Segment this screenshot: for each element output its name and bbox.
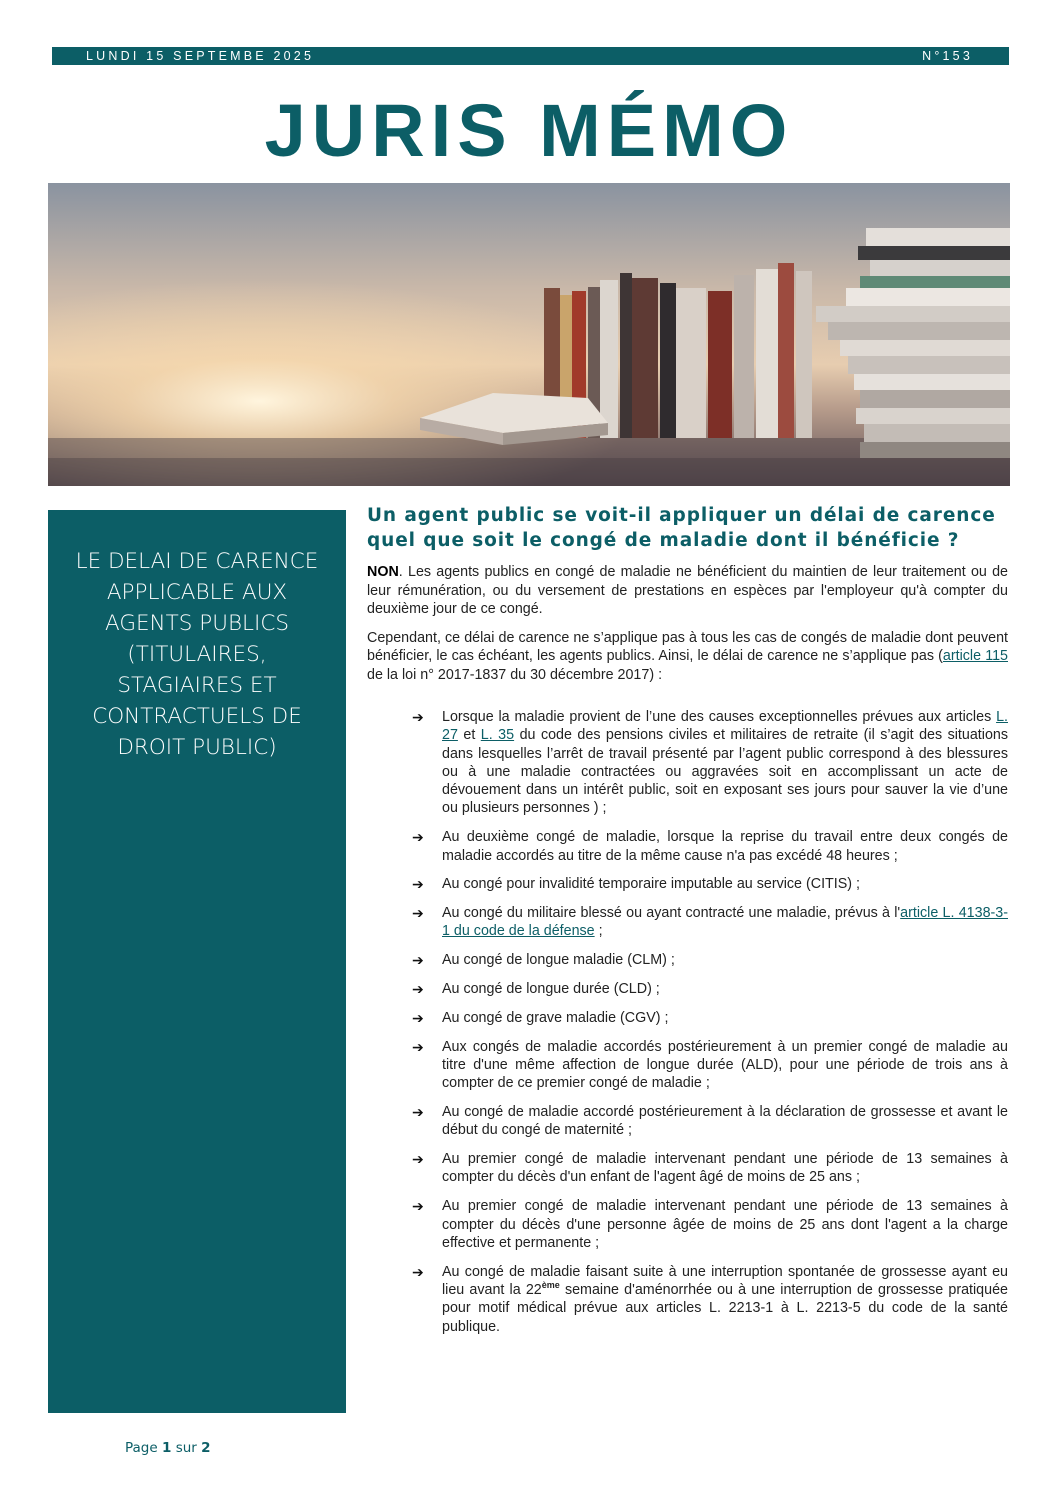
page-label: Page: [125, 1440, 158, 1456]
issue-number: N°153: [922, 49, 973, 63]
right-arrow-icon: ➔: [412, 981, 424, 998]
right-arrow-icon: ➔: [412, 709, 424, 725]
list-item: ➔ Au congé de longue maladie (CLM) ;: [412, 952, 675, 969]
link-article-115[interactable]: article 115: [942, 648, 1008, 664]
right-arrow-icon: ➔: [412, 1038, 424, 1055]
list-item: ➔ Au premier congé de maladie intervenant pendant une période de 13 semaines à compter du décès d'un enfant de l'agent âgé de moins de 25 ans ;: [412, 1151, 1008, 1186]
top-bar: [52, 47, 1009, 65]
paragraph-1: [367, 563, 1008, 619]
hero-image-books: [48, 183, 1010, 486]
right-arrow-icon: ➔: [412, 952, 424, 969]
right-arrow-icon: ➔: [412, 1151, 424, 1168]
article: [367, 503, 1008, 1346]
list-item: ➔ Au congé de grave maladie (CGV) ;: [412, 1009, 669, 1026]
list-item: ➔ Au congé pour invalidité temporaire imputable au service (CITIS) ;: [412, 876, 860, 893]
list-item: ➔ Au congé de maladie faisant suite à une interruption spontanée de grossesse ayant eu lieu avant la 22ème semaine d'aménorrhée ou à une interruption de grossesse pratiquée pour motif médical prévue aux articles L. 2213-1 à L. 2213-5 du code de la santé publique.: [412, 1263, 1008, 1335]
current-page: 1: [161, 1440, 172, 1456]
right-arrow-icon: ➔: [412, 829, 424, 846]
page-sep: sur: [175, 1440, 197, 1456]
issue-date: LUNDI 15 SEPTEMBE 2025: [86, 49, 315, 63]
page-footer: [125, 1440, 211, 1456]
paragraph-2: [367, 629, 1008, 685]
paragraph-2-after: de la loi n° 2017-1837 du 30 décembre 2017) :: [367, 666, 663, 683]
list-item: ➔ Au premier congé de maladie intervenant pendant une période de 13 semaines à compter du décès d'une personne âgée de moins de 25 ans dont l'agent a la charge effective et permanente ;: [412, 1198, 1008, 1251]
sidebar-title: LE DELAI DE CARENCE APPLICABLE AUX AGENTS PUBLICS (TITULAIRES, STAGIAIRES ET CONTRACTUELS DE DROIT PUBLIC): [75, 549, 319, 760]
right-arrow-icon: ➔: [412, 876, 424, 893]
right-arrow-icon: ➔: [412, 905, 424, 922]
list-item: ➔ Au congé de maladie accordé postérieurement à la déclaration de grossesse et avant le début du congé de maternité ;: [412, 1104, 1008, 1139]
paragraph-1-text: . Les agents publics en congé de maladie ne bénéficient du maintien de leur traitement ou de leur rémunération, ou du versement de prestations en espèces par l'employeur qu'à compter du deuxième jour de ce congé.: [367, 564, 1008, 617]
list-item: ➔ Aux congés de maladie accordés postérieurement à un premier congé de maladie au titre d'une même affection de longue durée (ALD), pour une période de trois ans à compter de ce premier congé de maladie ;: [412, 1038, 1008, 1092]
right-arrow-icon: ➔: [412, 1104, 424, 1121]
link-l35[interactable]: L. 35: [480, 727, 515, 744]
total-pages: 2: [201, 1440, 211, 1456]
article-question: Un agent public se voit-il appliquer un délai de carence quel que soit le congé de maladie dont il bénéficie ?: [367, 505, 996, 551]
paragraph-2-text: Cependant, ce délai de carence ne s’applique pas à tous les cas de congés de maladie dont peuvent bénéficier, le cas échéant, les agents publics. Ainsi, le délai de carence ne s’applique pas (: [367, 629, 1008, 664]
list-item: ➔ Lorsque la maladie provient de l’une des causes exceptionnelles prévues aux articles L. 27 et L. 35 du code des pensions civiles et militaires de retraite (il s’agit des situations dans lesquelles l’arrêt de travail présenté par l’agent public correspond à des blessures ou à une maladie contractées ou aggravées soit en accomplissant un acte de dévouement dans un intérêt public, soit en exposant ses jours pour sauver la vie d’une ou plusieurs personnes ) ;: [412, 709, 1008, 817]
list-item: ➔ Au congé de longue durée (CLD) ;: [412, 981, 660, 998]
right-arrow-icon: ➔: [412, 1198, 424, 1215]
list-item: ➔ Au deuxième congé de maladie, lorsque la reprise du travail entre deux congés de maladie accordés au titre de la même cause n'a pas excédé 48 heures ;: [412, 829, 1008, 864]
link-l27[interactable]: L. 27: [442, 709, 1008, 744]
page-title: JURIS MÉMO: [264, 89, 794, 172]
exceptions-list: [367, 708, 1008, 1336]
sidebar-panel: [48, 510, 346, 1413]
link-defense-code[interactable]: article L. 4138-3-1 du code de la défense: [442, 905, 1008, 940]
right-arrow-icon: ➔: [412, 1263, 424, 1280]
right-arrow-icon: ➔: [412, 1009, 424, 1026]
list-item: ➔ Au congé du militaire blessé ou ayant contracté une maladie, prévus à l'article L. 4138-3-1 du code de la défense ;: [412, 905, 1008, 940]
answer-lead: NON: [367, 564, 399, 580]
